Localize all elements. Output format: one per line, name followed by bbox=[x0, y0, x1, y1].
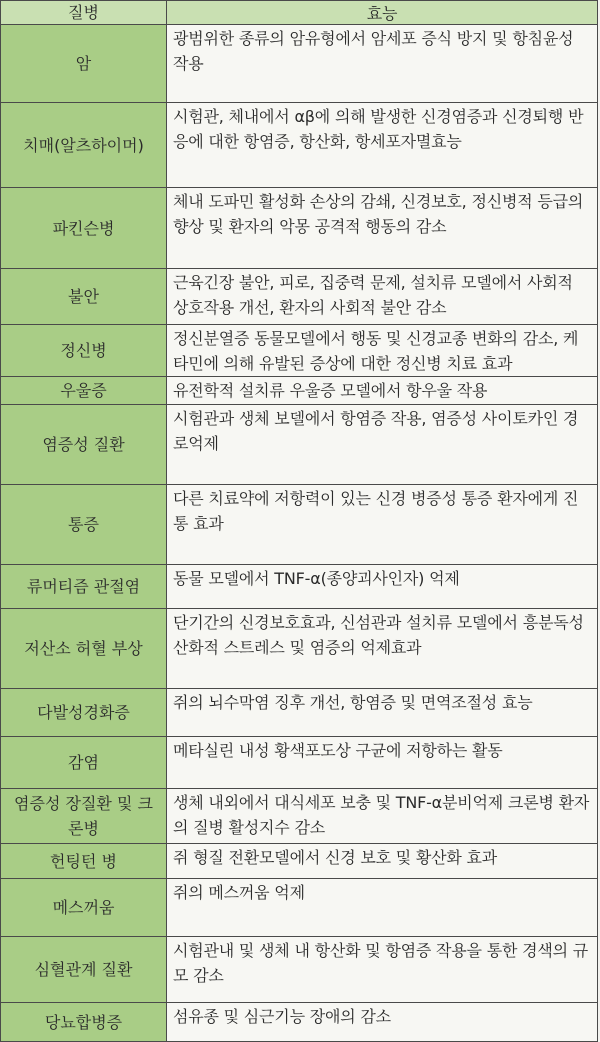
effect-cell: 메타실린 내성 황색포도상 구균에 저항하는 활동 bbox=[167, 737, 597, 788]
disease-cell: 심혈관계 질환 bbox=[1, 937, 167, 1002]
table-row bbox=[1, 689, 597, 737]
table-row bbox=[1, 269, 597, 325]
effect-cell: 다른 치료약에 저항력이 있는 신경 병증성 통증 환자에게 진통 효과 bbox=[167, 485, 597, 564]
table-header-row bbox=[1, 1, 597, 25]
header-disease: 질병 bbox=[1, 1, 167, 24]
disease-cell: 불안 bbox=[1, 269, 167, 324]
disease-cell: 치매(알츠하이머) bbox=[1, 103, 167, 187]
disease-cell: 메스꺼움 bbox=[1, 879, 167, 936]
disease-cell: 파킨슨병 bbox=[1, 188, 167, 268]
table-row bbox=[1, 737, 597, 789]
effect-cell: 정신분열증 동물모델에서 행동 및 신경교종 변화의 감소, 케타민에 의해 유발된 증상에 대한 정신병 치료 효과 bbox=[167, 325, 597, 376]
effect-cell: 단기간의 신경보호효과, 신섬관과 설치류 모델에서 흥분독성 산화적 스트레스 및 염증의 억제효과 bbox=[167, 609, 597, 688]
table-row bbox=[1, 565, 597, 609]
table-row bbox=[1, 325, 597, 377]
table-row bbox=[1, 25, 597, 103]
disease-cell: 정신병 bbox=[1, 325, 167, 376]
disease-cell: 암 bbox=[1, 25, 167, 102]
disease-cell: 염증성 질환 bbox=[1, 405, 167, 484]
effect-cell: 쥐의 메스꺼움 억제 bbox=[167, 879, 597, 936]
header-effect: 효능 bbox=[167, 1, 597, 24]
effect-cell: 광범위한 종류의 암유형에서 암세포 증식 방지 및 항침윤성 작용 bbox=[167, 25, 597, 102]
disease-cell: 염증성 장질환 및 크론병 bbox=[1, 789, 167, 843]
table-row bbox=[1, 485, 597, 565]
table-row bbox=[1, 377, 597, 405]
table-row bbox=[1, 1003, 597, 1041]
effect-cell: 쥐 형질 전환모델에서 신경 보호 및 황산화 효과 bbox=[167, 844, 597, 878]
disease-cell: 헌팅턴 병 bbox=[1, 844, 167, 878]
table-row bbox=[1, 188, 597, 269]
effect-cell: 생체 내외에서 대식세포 보충 및 TNF-α분비억제 크론병 환자의 질병 활성지수 감소 bbox=[167, 789, 597, 843]
effect-cell: 체내 도파민 활성화 손상의 감쇄, 신경보호, 정신병적 등급의향상 및 환자의 악몽 공격적 행동의 감소 bbox=[167, 188, 597, 268]
table-row bbox=[1, 789, 597, 844]
table-row bbox=[1, 405, 597, 485]
disease-cell: 통증 bbox=[1, 485, 167, 564]
effect-cell: 동물 모델에서 TNF-α(종양괴사인자) 억제 bbox=[167, 565, 597, 608]
effect-cell: 쥐의 뇌수막염 징후 개선, 항염증 및 면역조절성 효능 bbox=[167, 689, 597, 736]
effect-cell: 시험관내 및 생체 내 항산화 및 항염증 작용을 통한 경색의 규모 감소 bbox=[167, 937, 597, 1002]
table-row bbox=[1, 879, 597, 937]
effect-cell: 근육긴장 불안, 피로, 집중력 문제, 설치류 모델에서 사회적 상호작용 개선, 환자의 사회적 불안 감소 bbox=[167, 269, 597, 324]
table-row bbox=[1, 937, 597, 1003]
disease-cell: 감염 bbox=[1, 737, 167, 788]
disease-cell: 류머티즘 관절염 bbox=[1, 565, 167, 608]
table-row bbox=[1, 609, 597, 689]
effect-cell: 시험관과 생체 보델에서 항염증 작용, 염증성 사이토카인 경로억제 bbox=[167, 405, 597, 484]
effect-cell: 섬유종 및 심근기능 장애의 감소 bbox=[167, 1003, 597, 1041]
effect-cell: 유전학적 설치류 우울증 모델에서 항우울 작용 bbox=[167, 377, 597, 404]
disease-cell: 다발성경화증 bbox=[1, 689, 167, 736]
effect-cell: 시험관, 체내에서 αβ에 의해 발생한 신경염증과 신경퇴행 반응에 대한 항염증, 항산화, 항세포자멸효능 bbox=[167, 103, 597, 187]
disease-cell: 저산소 허혈 부상 bbox=[1, 609, 167, 688]
table-row bbox=[1, 103, 597, 188]
disease-cell: 당뇨합병증 bbox=[1, 1003, 167, 1041]
table-row bbox=[1, 844, 597, 879]
disease-cell: 우울증 bbox=[1, 377, 167, 404]
